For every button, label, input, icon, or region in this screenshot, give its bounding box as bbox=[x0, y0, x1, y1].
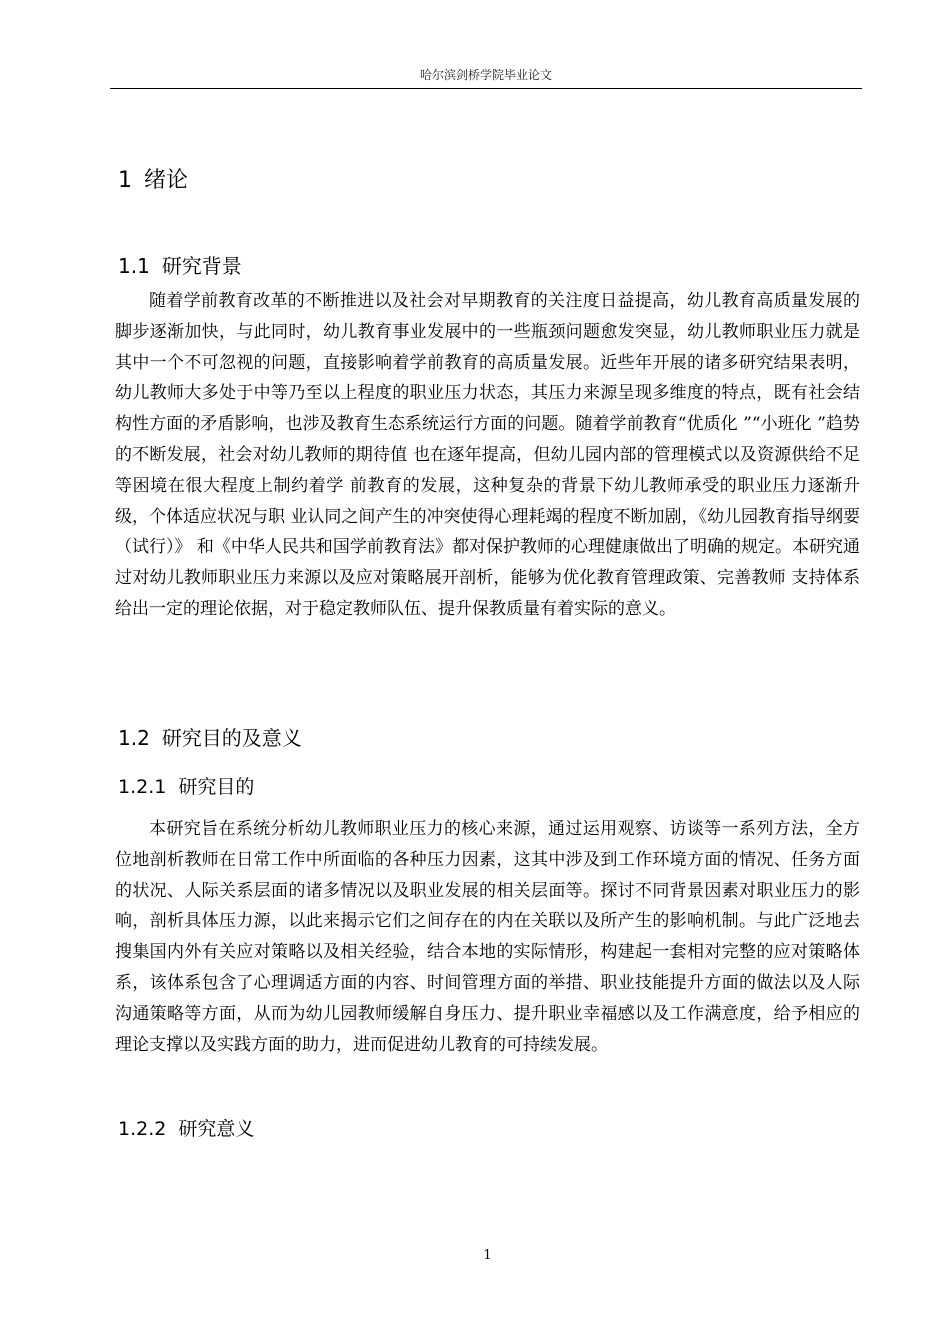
subsection-heading-1-2-2 bbox=[118, 1114, 254, 1141]
chapter-heading bbox=[118, 163, 188, 194]
running-header: 哈尔滨剑桥学院毕业论文 bbox=[419, 68, 552, 82]
header-rule bbox=[110, 88, 862, 89]
page-number: 1 bbox=[483, 1248, 492, 1263]
chapter-title: 绪论 bbox=[144, 168, 189, 193]
subsection-number: 1.2.2 bbox=[118, 1118, 167, 1140]
subsection-number: 1.2.1 bbox=[118, 776, 167, 798]
subsection-title: 研究目的 bbox=[178, 776, 255, 798]
section-number: 1.1 bbox=[118, 254, 150, 278]
section-heading-1-2 bbox=[118, 722, 302, 751]
section-number: 1.2 bbox=[118, 726, 150, 750]
chapter-number: 1 bbox=[118, 168, 132, 193]
section-title: 研究背景 bbox=[161, 254, 242, 278]
purpose-paragraph: 本研究旨在系统分析幼儿教师职业压力的核心来源，通过运用观察、访谈等一系列方法，全方位地剖析教师在日常工作中所面临的各种压力因素，这其中涉及到工作环境方面的情况、任务方面的状况、人际关系层面的诸多情况以及职业发展的相关层面等。探讨不同背景因素对职业压力的影响，剖析具体压力源，以此来揭示它们之间存在的内在关联以及所产生的影响机制。与此广泛地去搜集国内外有关应对策略以及相关经验，结合本地的实际情形，构建起一套相对完整的应对策略体系，该体系包含了心理调适方面的内容、时间管理方面的举措、职业技能提升方面的做法以及人际沟通策略等方面，从而为幼儿园教师缓解自身压力、提升职业幸福感以及工作满意度，给予相应的理论支撑以及实践方面的助力，进而促进幼儿教育的可持续发展。 bbox=[115, 819, 860, 1055]
background-paragraph: 随着学前教育改革的不断推进以及社会对早期教育的关注度日益提高，幼儿教育高质量发展的脚步逐渐加快，与此同时，幼儿教育事业发展中的一些瓶颈问题愈发突显，幼儿教师职业压力就是其中一个不可忽视的问题，直接影响着学前教育的高质量发展。近些年开展的诸多研究结果表明，幼儿教师大多处于中等乃至以上程度的职业压力状态，其压力来源呈现多维度的特点，既有社会结构性方面的矛盾影响，也涉及教育生态系统运行方面的问题。随着学前教育“优质化 ”“小班化 ”趋势的不断发展，社会对幼儿教师的期待值 也在逐年提高，但幼儿园内部的管理模式以及资源供给不足等困境在很大程度上制约着学 前教育的发展，这种复杂的背景下幼儿教师承受的职业压力逐渐升级，个体适应状况与职 业认同之间产生的冲突使得心理耗竭的程度不断加剧，《幼儿园教育指导纲要（试行）》 和《中华人民共和国学前教育法》都对保护教师的心理健康做出了明确的规定。本研究通 过对幼儿教师职业压力来源以及应对策略展开剖析，能够为优化教育管理政策、完善教师 支持体系给出一定的理论依据，对于稳定教师队伍、提升保教质量有着实际的意义。 bbox=[115, 291, 860, 619]
subsection-heading-1-2-1 bbox=[118, 772, 254, 799]
subsection-title: 研究意义 bbox=[178, 1118, 255, 1140]
section-heading-1-1 bbox=[118, 250, 242, 279]
section-title: 研究目的及意义 bbox=[161, 726, 302, 750]
